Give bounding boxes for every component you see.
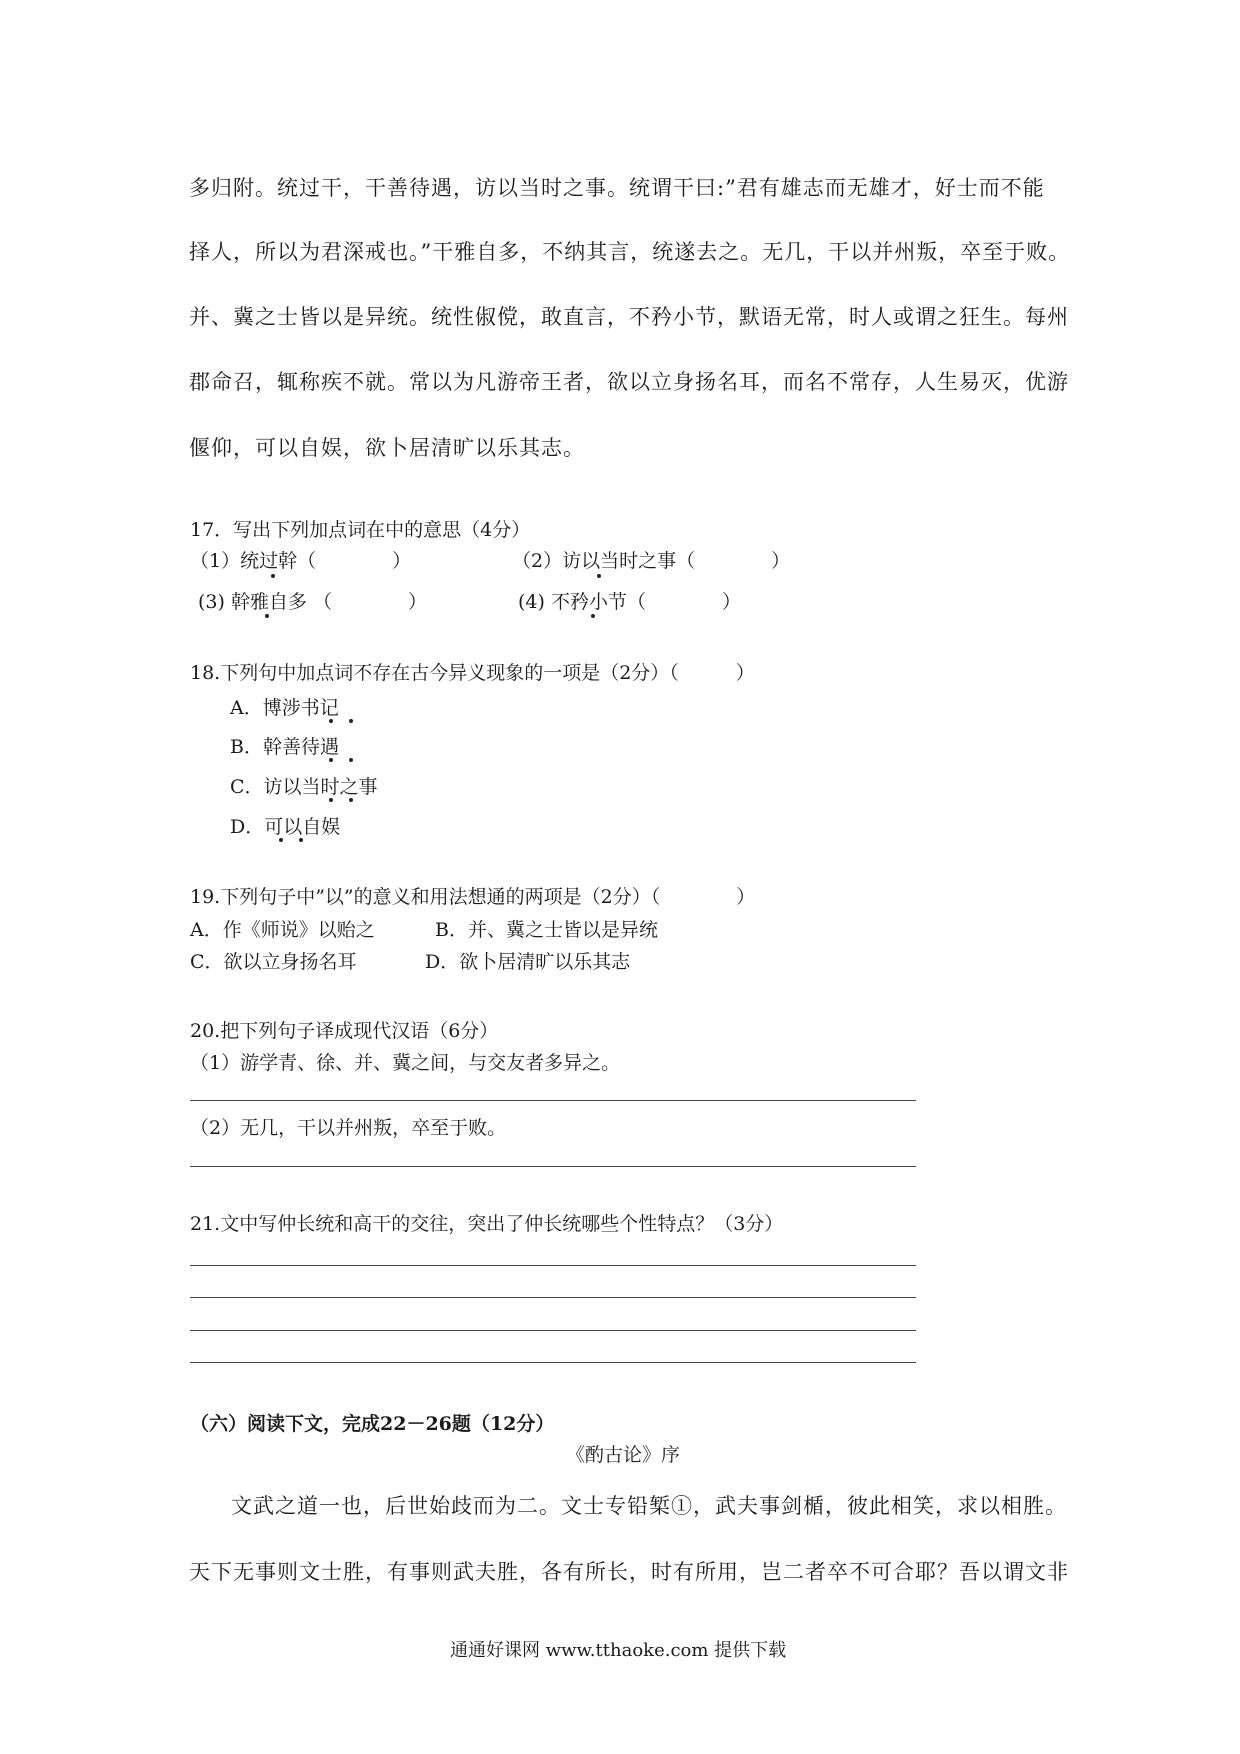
q20-title: 20.把下列句子译成现代汉语（6分）: [190, 1020, 499, 1042]
q17-title: 17．写出下列加点词在中的意思（4分）: [190, 519, 531, 541]
passage-line-5: 偃仰，可以自娱，欲卜居清旷以乐其志。: [189, 436, 585, 460]
answer-line[interactable]: [190, 1100, 916, 1101]
q19-option-d: D．欲卜居清旷以乐其志: [425, 951, 631, 973]
q20-item-2: （2）无几，干以并州叛，卒至于败。: [190, 1117, 507, 1139]
article-line-1: 文武之道一也，后世始歧而为二。文士专铅椠①，武夫事剑楯，彼此相笑，求以相胜。: [231, 1494, 1067, 1518]
emphasis-dot: [271, 574, 275, 578]
q18-option-a: A．博涉书记: [230, 697, 339, 719]
emphasis-dot: [279, 838, 283, 842]
answer-line[interactable]: [190, 1330, 916, 1331]
article-title: 《酌古论》序: [566, 1444, 681, 1466]
answer-line[interactable]: [190, 1166, 916, 1167]
passage-line-2: 择人，所以为君深戒也。”干雅自多，不纳其言，统遂去之。无几，干以并州叛，卒至于败。: [189, 240, 1071, 264]
q18-option-b: B．幹善待遇: [230, 736, 339, 758]
q19-option-a: A．作《师说》以贻之: [190, 919, 375, 941]
q18-title: 18.下列句中加点词不存在古今异义现象的一项是（2分）（ ）: [190, 662, 755, 684]
section6-heading: （六）阅读下文，完成22－26题（12分）: [190, 1413, 555, 1435]
q20-item-1: （1）游学青、徐、并、冀之间，与交友者多异之。: [190, 1052, 621, 1074]
emphasis-dot: [329, 719, 333, 723]
emphasis-dot: [349, 719, 353, 723]
emphasis-dot: [265, 614, 269, 618]
article-line-2: 天下无事则文士胜，有事则武夫胜，各有所长，时有所用，岂二者卒不可合耶？吾以谓文非: [189, 1560, 1069, 1584]
emphasis-dot: [349, 798, 353, 802]
emphasis-dot: [591, 614, 595, 618]
q17-item-3: (3) 幹雅自多 （ ）: [198, 591, 427, 613]
q19-title: 19.下列句子中”以”的意义和用法想通的两项是（2分）（ ）: [190, 886, 756, 908]
emphasis-dot: [597, 574, 601, 578]
emphasis-dot: [329, 798, 333, 802]
q17-item-1: （1）统过幹（ ）: [190, 550, 412, 572]
footer-text: 通通好课网 www.tthaoke.com 提供下载: [450, 1640, 787, 1661]
emphasis-dot: [349, 758, 353, 762]
q17-item-4: (4) 不矜小节（ ）: [518, 591, 741, 613]
q17-item-2: （2）访以当时之事（ ）: [512, 550, 791, 572]
answer-line[interactable]: [190, 1297, 916, 1298]
passage-line-1: 多归附。统过干，干善待遇，访以当时之事。统谓干曰:”君有雄志而无雄才，好士而不能: [189, 176, 1045, 200]
q19-option-c: C．欲以立身扬名耳: [190, 951, 357, 973]
q21-title: 21.文中写仲长统和高干的交往，突出了仲长统哪些个性特点？（3分）: [190, 1213, 784, 1235]
q18-option-c: C．访以当时之事: [230, 776, 378, 798]
emphasis-dot: [329, 758, 333, 762]
q19-option-b: B．并、冀之士皆以是异统: [435, 919, 658, 941]
passage-line-3: 并、冀之士皆以是异统。统性俶傥，敢直言，不矜小节，默语无常，时人或谓之狂生。每州: [189, 305, 1069, 329]
answer-line[interactable]: [190, 1265, 916, 1266]
answer-line[interactable]: [190, 1362, 916, 1363]
q18-option-d: D．可以自娱: [230, 816, 341, 838]
passage-line-4: 郡命召，辄称疾不就。常以为凡游帝王者，欲以立身扬名耳，而名不常存，人生易灭，优游: [189, 370, 1069, 394]
emphasis-dot: [299, 838, 303, 842]
